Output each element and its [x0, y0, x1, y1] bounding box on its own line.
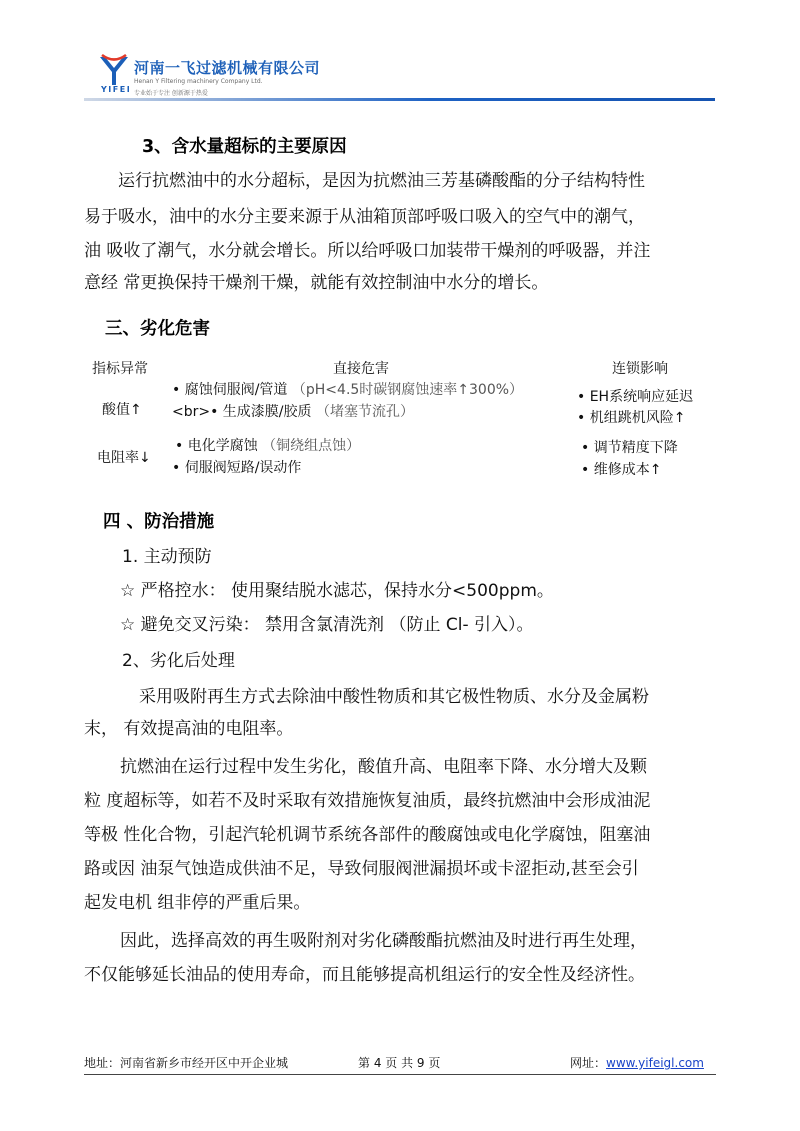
paragraph-line: 不仅能够延长油品的使用寿命，而且能够提高机组运行的安全性及经济性。 — [84, 965, 645, 985]
paragraph-line: 因此，选择高效的再生吸附剂对劣化磷酸酯抗燃油及时进行再生处理， — [120, 931, 647, 951]
prevention-heading: 四 、防治措施 — [103, 512, 215, 532]
direct-note: （pH<4.5时碳钢腐蚀速率↑300%） — [291, 382, 524, 398]
table-cell-direct — [172, 401, 414, 421]
direct-item: <br>• 生成漆膜/胶质 — [172, 404, 312, 420]
paragraph-line: 末， 有效提高油的电阻率。 — [84, 719, 294, 739]
section3-line: 油 吸收了潮气，水分就会增长。所以给呼吸口加装带干燥剂的呼吸器，并注 — [84, 241, 651, 261]
table-cell-chain: • 机组跳机风险↑ — [577, 410, 686, 426]
footer-page-number: 第 4 页 共 9 页 — [358, 1056, 441, 1070]
footer-website — [570, 1054, 704, 1071]
paragraph-line: 起发电机 组非停的严重后果。 — [84, 893, 311, 913]
table-cell-indicator: 酸值↑ — [102, 402, 142, 418]
direct-note: （铜绕组点蚀） — [262, 438, 361, 454]
direct-item: • 腐蚀伺服阀/管道 — [172, 382, 288, 398]
table-header-chain: 连锁影响 — [612, 361, 668, 377]
table-cell-chain: • EH系统响应延迟 — [577, 389, 694, 405]
website-link[interactable]: www.yifeigl.com — [606, 1056, 704, 1070]
prevention-item: ☆ 严格控水： 使用聚结脱水滤芯，保持水分<500ppm。 — [120, 581, 554, 601]
logo-word: YIFEI — [101, 85, 132, 94]
paragraph-line: 粒 度超标等，如若不及时采取有效措施恢复油质，最终抗燃油中会形成油泥 — [84, 791, 651, 811]
prevention-subheading: 2、劣化后处理 — [122, 651, 235, 671]
slogan: 专业始于专注 创新源于热爱 — [134, 90, 208, 97]
hazard-heading: 三、劣化危害 — [105, 319, 210, 339]
table-cell-direct — [172, 457, 301, 477]
direct-item: • 伺服阀短路/误动作 — [172, 460, 302, 476]
paragraph-line: 采用吸附再生方式去除油中酸性物质和其它极性物质、水分及金属粉 — [139, 687, 649, 707]
paragraph-line: 等极 性化合物，引起汽轮机调节系统各部件的酸腐蚀或电化学腐蚀，阻塞油 — [84, 825, 651, 845]
prevention-subheading: 1. 主动预防 — [122, 547, 212, 567]
company-name: 河南一飞过滤机械有限公司 — [134, 59, 321, 77]
prevention-item: ☆ 避免交叉污染： 禁用含氯清洗剂 （防止 Cl- 引入）。 — [120, 615, 534, 635]
paragraph-line: 抗燃油在运行过程中发生劣化，酸值升高、电阻率下降、水分增大及颗 — [120, 757, 647, 777]
paragraph-line: 路或因 油泵气蚀造成供油不足，导致伺服阀泄漏损坏或卡涩拒动,甚至会引 — [84, 859, 639, 879]
footer-address: 地址：河南省新乡市经开区中开企业城 — [84, 1056, 289, 1070]
direct-note: （堵塞节流孔） — [315, 404, 414, 420]
section3-heading: 3、含水量超标的主要原因 — [142, 137, 347, 157]
table-cell-direct — [172, 379, 523, 399]
table-cell-indicator: 电阻率↓ — [97, 450, 151, 466]
company-name-en: Henan Y Filtering machinery Company Ltd. — [134, 78, 263, 85]
table-cell-chain: • 维修成本↑ — [581, 462, 662, 478]
section3-line: 易于吸水，油中的水分主要来源于从油箱顶部呼吸口吸入的空气中的潮气， — [84, 207, 645, 227]
company-logo-icon — [96, 52, 132, 88]
website-label: 网址： — [570, 1056, 607, 1070]
table-header-indicator: 指标异常 — [92, 361, 148, 377]
direct-item: • 电化学腐蚀 — [175, 438, 258, 454]
section3-line: 运行抗燃油中的水分超标，是因为抗燃油三芳基磷酸酯的分子结构特性 — [118, 171, 645, 191]
section3-line: 意经 常更换保持干燥剂干燥，就能有效控制油中水分的增长。 — [84, 273, 549, 293]
header-divider — [84, 98, 715, 101]
table-cell-chain: • 调节精度下降 — [581, 440, 678, 456]
table-cell-direct — [175, 435, 360, 455]
footer-divider — [84, 1074, 716, 1075]
table-header-direct: 直接危害 — [333, 361, 389, 377]
